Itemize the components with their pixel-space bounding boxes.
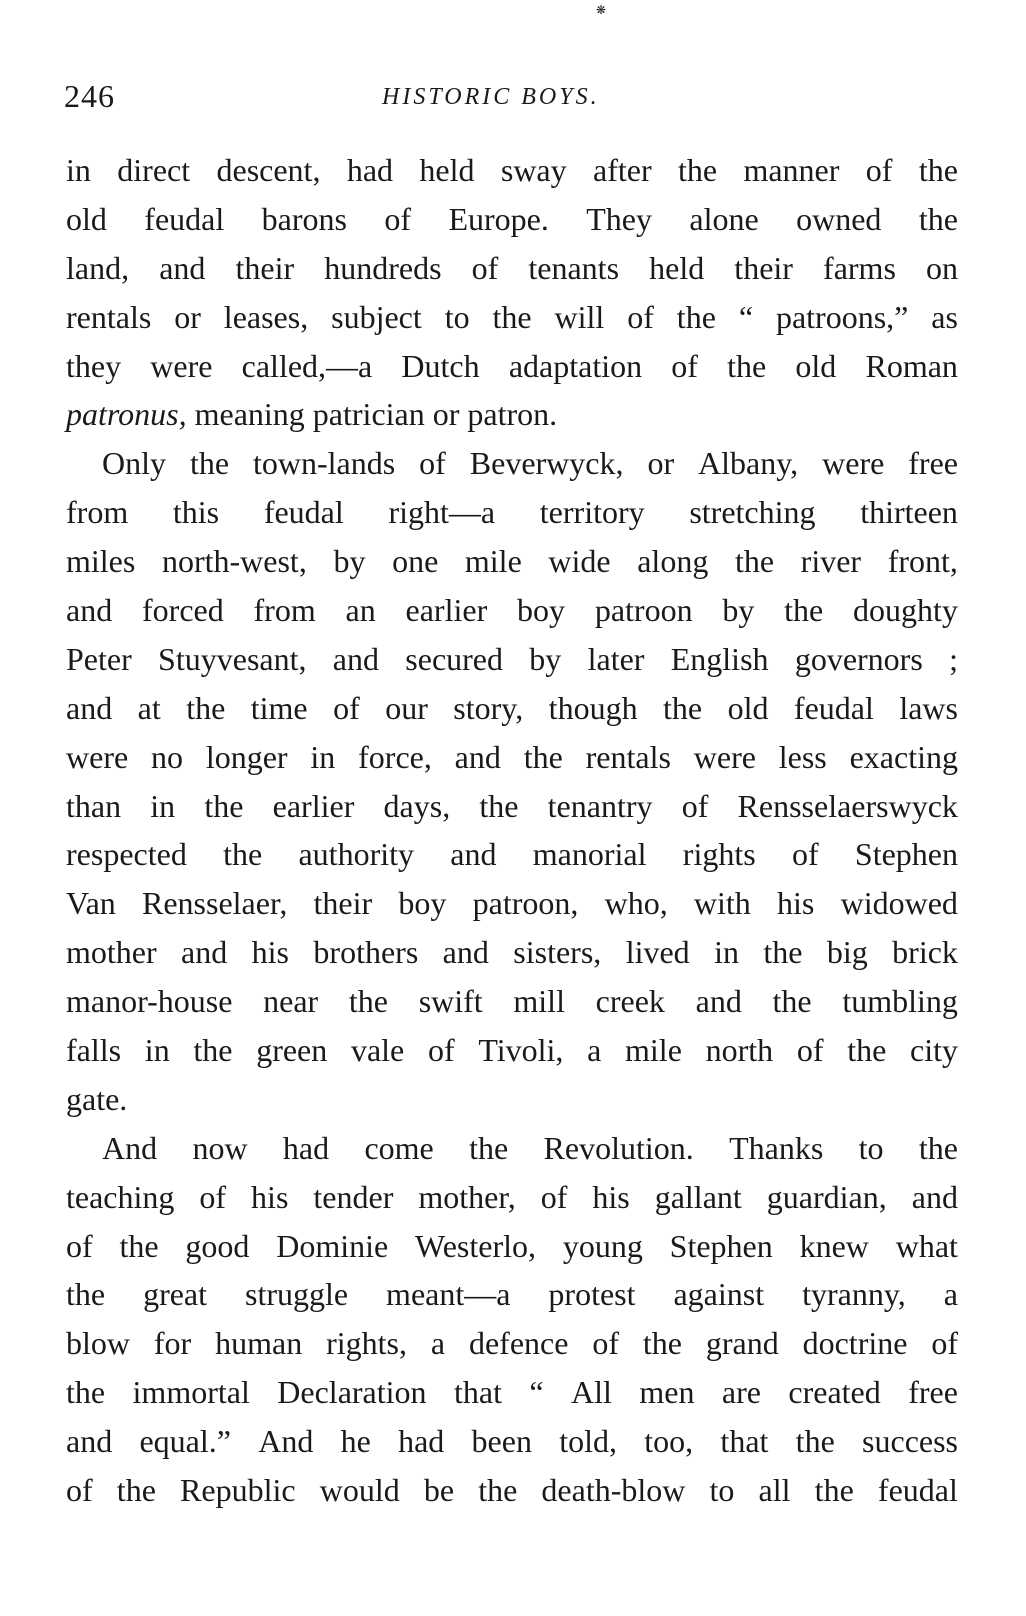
word: the bbox=[116, 1472, 156, 1509]
text-line bbox=[66, 293, 958, 342]
word: a bbox=[587, 1032, 602, 1069]
word: Dominie bbox=[276, 1227, 389, 1264]
word: created bbox=[788, 1374, 881, 1411]
word: of bbox=[384, 200, 412, 237]
word: rentals bbox=[66, 298, 152, 335]
word: immortal bbox=[132, 1374, 250, 1411]
word: and bbox=[332, 640, 379, 677]
word: or bbox=[174, 298, 201, 335]
word: land, bbox=[66, 249, 130, 286]
word: old bbox=[727, 689, 769, 726]
word: the bbox=[523, 738, 563, 775]
word: come bbox=[364, 1129, 434, 1166]
text-line bbox=[66, 1026, 958, 1075]
word: big bbox=[826, 934, 868, 971]
word: the bbox=[478, 1472, 518, 1509]
word: Stephen bbox=[669, 1227, 773, 1264]
word: longer bbox=[205, 738, 288, 775]
word: by bbox=[333, 543, 366, 580]
word: the bbox=[119, 1227, 159, 1264]
word: later bbox=[587, 640, 645, 677]
word: swift bbox=[418, 983, 483, 1020]
word: in bbox=[150, 787, 176, 824]
word: in bbox=[66, 152, 91, 188]
word: the bbox=[734, 543, 775, 580]
word: of bbox=[671, 347, 698, 384]
word: Europe. bbox=[448, 200, 549, 237]
word: would bbox=[319, 1472, 400, 1509]
text-line bbox=[66, 1222, 958, 1271]
word: boy bbox=[398, 885, 447, 922]
text-line bbox=[66, 244, 958, 293]
word: sisters, bbox=[513, 934, 602, 971]
text-line bbox=[66, 782, 958, 831]
word: tender bbox=[313, 1178, 394, 1215]
word: to bbox=[858, 1129, 884, 1166]
word: the bbox=[663, 689, 703, 726]
word: be bbox=[423, 1472, 455, 1509]
word: great bbox=[143, 1276, 208, 1313]
word: the bbox=[814, 1472, 854, 1509]
word: his bbox=[777, 885, 815, 922]
word: his bbox=[251, 934, 289, 971]
text-line bbox=[66, 977, 958, 1026]
text-line bbox=[66, 146, 958, 195]
word: the bbox=[795, 1423, 835, 1460]
word: now bbox=[192, 1129, 248, 1166]
text-line bbox=[66, 586, 958, 635]
word: old bbox=[795, 347, 837, 384]
word: grand bbox=[705, 1325, 779, 1362]
word: a bbox=[943, 1276, 958, 1313]
word: were bbox=[693, 738, 756, 775]
word: days, bbox=[383, 787, 451, 824]
word: north-west, bbox=[161, 543, 307, 580]
word: will bbox=[554, 298, 605, 335]
word: success bbox=[862, 1423, 958, 1460]
word: the bbox=[66, 1276, 106, 1313]
word: teaching bbox=[66, 1178, 175, 1215]
word: Rensselaer, bbox=[141, 885, 288, 922]
word: Albany, bbox=[698, 445, 799, 482]
word: he bbox=[340, 1423, 371, 1460]
word: the bbox=[193, 1032, 233, 1069]
word: boy bbox=[517, 592, 566, 629]
text-line bbox=[66, 195, 958, 244]
word: and bbox=[159, 249, 206, 286]
word: sway bbox=[500, 152, 567, 188]
word: barons bbox=[261, 200, 347, 237]
word: the bbox=[189, 445, 230, 482]
word: Roman bbox=[865, 347, 958, 384]
word: exacting bbox=[849, 738, 958, 775]
word: English bbox=[670, 640, 769, 677]
text-line bbox=[66, 1270, 958, 1319]
word: the bbox=[784, 592, 824, 629]
word: the bbox=[763, 934, 803, 971]
word: this bbox=[172, 494, 220, 531]
word: falls bbox=[66, 1032, 122, 1069]
word: brothers bbox=[313, 934, 419, 971]
word: no bbox=[151, 738, 183, 775]
word: the bbox=[918, 200, 958, 237]
word: mill bbox=[513, 983, 565, 1020]
word: front, bbox=[887, 543, 958, 580]
word: ; bbox=[949, 640, 958, 677]
word: rentals bbox=[585, 738, 671, 775]
word: who, bbox=[604, 885, 668, 922]
paragraph bbox=[66, 1124, 958, 1515]
text-line bbox=[66, 537, 958, 586]
word: feudal bbox=[263, 494, 344, 531]
word: patroon bbox=[594, 592, 693, 629]
word: in bbox=[714, 934, 739, 971]
word: free bbox=[908, 1374, 958, 1411]
word: of bbox=[791, 836, 819, 873]
word: of bbox=[540, 1178, 568, 1215]
word: are bbox=[721, 1374, 761, 1411]
word: stretching bbox=[689, 494, 816, 531]
text-line bbox=[66, 1368, 958, 1417]
word: manor-house bbox=[66, 983, 233, 1020]
word: time bbox=[250, 689, 308, 726]
word: direct bbox=[117, 152, 191, 188]
word: after bbox=[593, 152, 652, 188]
word: And bbox=[258, 1423, 314, 1460]
word: from bbox=[66, 494, 129, 531]
word: his bbox=[592, 1178, 630, 1215]
text-line bbox=[66, 439, 958, 488]
word: old bbox=[66, 200, 107, 237]
word: and bbox=[450, 836, 497, 873]
word: called,—a bbox=[241, 347, 373, 384]
word: the bbox=[918, 152, 958, 188]
word: widowed bbox=[840, 885, 958, 922]
word: their bbox=[734, 249, 793, 286]
word: of bbox=[471, 249, 499, 286]
word: the bbox=[223, 836, 263, 873]
word: the bbox=[772, 983, 812, 1020]
word: one bbox=[392, 543, 439, 580]
word: right—a bbox=[388, 494, 496, 531]
word: rights, bbox=[326, 1325, 407, 1362]
word: meant—a bbox=[386, 1276, 511, 1313]
word: death-blow bbox=[541, 1472, 686, 1509]
word: of bbox=[681, 787, 709, 824]
word: tenants bbox=[528, 249, 620, 286]
word: of bbox=[66, 1472, 93, 1509]
word: their bbox=[313, 885, 373, 922]
word: held bbox=[419, 152, 475, 188]
word: forced bbox=[142, 592, 224, 629]
word: force, bbox=[358, 738, 432, 775]
word: mile bbox=[625, 1032, 682, 1069]
word: to bbox=[444, 298, 470, 335]
word: and bbox=[181, 934, 228, 971]
ornament-icon: ❋ bbox=[596, 3, 607, 17]
text-line: patronus, meaning patrician or patron. bbox=[66, 396, 558, 433]
word: been bbox=[471, 1423, 532, 1460]
word: feudal bbox=[144, 200, 225, 237]
word: green bbox=[256, 1032, 328, 1069]
word: tumbling bbox=[842, 983, 958, 1020]
word: Westerlo, bbox=[415, 1227, 536, 1264]
word: the bbox=[469, 1129, 509, 1166]
word: were bbox=[822, 445, 885, 482]
word: too, bbox=[644, 1423, 694, 1460]
word: Revolution. bbox=[543, 1129, 694, 1166]
word: they bbox=[66, 347, 122, 384]
word: “ bbox=[738, 298, 754, 335]
word: respected bbox=[66, 836, 187, 873]
word: the bbox=[918, 1129, 958, 1166]
word: Thanks bbox=[729, 1129, 824, 1166]
word: authority bbox=[298, 836, 414, 873]
word: the bbox=[847, 1032, 887, 1069]
text-line bbox=[66, 342, 958, 391]
word: leases, bbox=[223, 298, 309, 335]
word: “ bbox=[529, 1374, 544, 1411]
word: of bbox=[627, 298, 654, 335]
word: were bbox=[66, 738, 129, 775]
word: to bbox=[709, 1472, 735, 1509]
text-line: gate. bbox=[66, 1080, 128, 1117]
word: human bbox=[215, 1325, 303, 1362]
word: or bbox=[647, 445, 675, 482]
word: lived bbox=[625, 934, 690, 971]
word: governors bbox=[794, 640, 923, 677]
word: earlier bbox=[272, 787, 355, 824]
text-line bbox=[66, 1173, 958, 1222]
word: vale bbox=[350, 1032, 405, 1069]
paragraph bbox=[66, 146, 958, 439]
paragraph bbox=[66, 439, 958, 1123]
word: thirteen bbox=[860, 494, 958, 531]
word: of bbox=[865, 152, 893, 188]
word: their bbox=[235, 249, 295, 286]
word: wide bbox=[548, 543, 611, 580]
word: men bbox=[639, 1374, 695, 1411]
word: feudal bbox=[877, 1472, 958, 1509]
word: the bbox=[66, 1374, 106, 1411]
word: the bbox=[479, 787, 519, 824]
word: as bbox=[931, 298, 958, 335]
word: for bbox=[153, 1325, 192, 1362]
word: against bbox=[673, 1276, 765, 1313]
word: story, bbox=[453, 689, 524, 726]
word: Republic bbox=[180, 1472, 296, 1509]
word: descent, bbox=[216, 152, 321, 188]
text-line bbox=[66, 1319, 958, 1368]
word: patroon, bbox=[472, 885, 579, 922]
word: town-lands bbox=[253, 445, 396, 482]
word: the bbox=[676, 298, 716, 335]
text-line bbox=[66, 1124, 958, 1173]
word: less bbox=[778, 738, 827, 775]
word: blow bbox=[66, 1325, 130, 1362]
word: owned bbox=[796, 200, 882, 237]
text-line bbox=[66, 733, 958, 782]
italic-word: patronus, bbox=[66, 396, 187, 433]
word: the bbox=[727, 347, 767, 384]
word: and bbox=[454, 738, 501, 775]
page-number: 246 bbox=[64, 78, 115, 114]
word: and bbox=[66, 1423, 113, 1460]
word: of bbox=[931, 1325, 958, 1362]
word: were bbox=[150, 347, 213, 384]
word: the bbox=[348, 983, 388, 1020]
word: alone bbox=[689, 200, 759, 237]
word: Peter bbox=[66, 640, 132, 677]
word: Beverwyck, bbox=[469, 445, 624, 482]
word: on bbox=[925, 249, 958, 286]
word: secured bbox=[405, 640, 503, 677]
word: near bbox=[263, 983, 319, 1020]
word: farms bbox=[823, 249, 896, 286]
word: by bbox=[529, 640, 562, 677]
text-line bbox=[66, 879, 958, 928]
word: river bbox=[800, 543, 862, 580]
word: than bbox=[66, 787, 122, 824]
text-line bbox=[66, 830, 958, 879]
word: equal.” bbox=[139, 1423, 231, 1460]
word: had bbox=[282, 1129, 330, 1166]
word: guardian, bbox=[766, 1178, 887, 1215]
word: the bbox=[204, 787, 244, 824]
word: in bbox=[144, 1032, 170, 1069]
word: the bbox=[677, 152, 718, 188]
word: earlier bbox=[405, 592, 488, 629]
word: struggle bbox=[244, 1276, 349, 1313]
word: in bbox=[310, 738, 336, 775]
word: And bbox=[102, 1129, 158, 1166]
word: subject bbox=[331, 298, 422, 335]
text-line bbox=[66, 1417, 958, 1466]
word: that bbox=[453, 1374, 502, 1411]
word: Declaration bbox=[277, 1374, 427, 1411]
word: the bbox=[186, 689, 226, 726]
word: of bbox=[199, 1178, 227, 1215]
word: They bbox=[586, 200, 652, 237]
word: Dutch bbox=[401, 347, 480, 384]
word: what bbox=[895, 1227, 958, 1264]
word: All bbox=[571, 1374, 612, 1411]
word: Tivoli, bbox=[478, 1032, 564, 1069]
word: young bbox=[562, 1227, 643, 1264]
word: mother bbox=[66, 934, 157, 971]
word: manorial bbox=[532, 836, 647, 873]
word: good bbox=[185, 1227, 250, 1264]
word: with bbox=[693, 885, 751, 922]
word: of bbox=[66, 1227, 93, 1264]
word: manner bbox=[743, 152, 840, 188]
word: territory bbox=[539, 494, 645, 531]
word: doctrine bbox=[802, 1325, 908, 1362]
word: free bbox=[908, 445, 958, 482]
word: of bbox=[427, 1032, 455, 1069]
word: tyranny, bbox=[802, 1276, 906, 1313]
word: miles bbox=[66, 543, 136, 580]
running-head: HISTORIC BOYS. bbox=[382, 84, 600, 110]
word: had bbox=[346, 152, 394, 188]
word: and bbox=[66, 592, 113, 629]
page-header bbox=[64, 72, 958, 116]
word: defence bbox=[468, 1325, 569, 1362]
text-line bbox=[66, 1466, 958, 1515]
word: the bbox=[642, 1325, 682, 1362]
word: all bbox=[758, 1472, 791, 1509]
word: city bbox=[910, 1032, 958, 1069]
word: adaptation bbox=[508, 347, 643, 384]
word: Only bbox=[102, 445, 166, 482]
word: and bbox=[442, 934, 489, 971]
word: along bbox=[637, 543, 709, 580]
word: tenantry bbox=[547, 787, 653, 824]
word: Stephen bbox=[854, 836, 958, 873]
word: hundreds bbox=[324, 249, 442, 286]
word: of bbox=[419, 445, 446, 482]
word: Stuyvesant, bbox=[158, 640, 307, 677]
word: north bbox=[705, 1032, 774, 1069]
word: and bbox=[695, 983, 742, 1020]
word: by bbox=[722, 592, 755, 629]
body-text bbox=[66, 146, 958, 1515]
word: protest bbox=[548, 1276, 636, 1313]
word: brick bbox=[892, 934, 958, 971]
word: gallant bbox=[654, 1178, 742, 1215]
word: mother, bbox=[418, 1178, 516, 1215]
word: at bbox=[137, 689, 161, 726]
word: held bbox=[649, 249, 705, 286]
word: told, bbox=[559, 1423, 617, 1460]
word: of bbox=[333, 689, 360, 726]
word: mile bbox=[464, 543, 522, 580]
text-line bbox=[66, 928, 958, 977]
word: rights bbox=[682, 836, 756, 873]
word: creek bbox=[595, 983, 665, 1020]
word: and bbox=[911, 1178, 958, 1215]
word: an bbox=[345, 592, 376, 629]
word: from bbox=[253, 592, 316, 629]
word: knew bbox=[799, 1227, 869, 1264]
word: that bbox=[720, 1423, 769, 1460]
word: of bbox=[592, 1325, 619, 1362]
word: Van bbox=[66, 885, 116, 922]
word: doughty bbox=[853, 592, 958, 629]
word: and bbox=[66, 689, 113, 726]
text-line bbox=[66, 488, 958, 537]
word: patroons,” bbox=[775, 298, 909, 335]
word: our bbox=[385, 689, 428, 726]
word: of bbox=[796, 1032, 824, 1069]
word: the bbox=[492, 298, 532, 335]
word: his bbox=[251, 1178, 289, 1215]
word: had bbox=[398, 1423, 445, 1460]
text-line bbox=[66, 684, 958, 733]
word: laws bbox=[899, 689, 958, 726]
word: feudal bbox=[793, 689, 874, 726]
text-line bbox=[66, 635, 958, 684]
word: Rensselaerswyck bbox=[737, 787, 958, 824]
word: though bbox=[548, 689, 638, 726]
word: a bbox=[430, 1325, 446, 1362]
